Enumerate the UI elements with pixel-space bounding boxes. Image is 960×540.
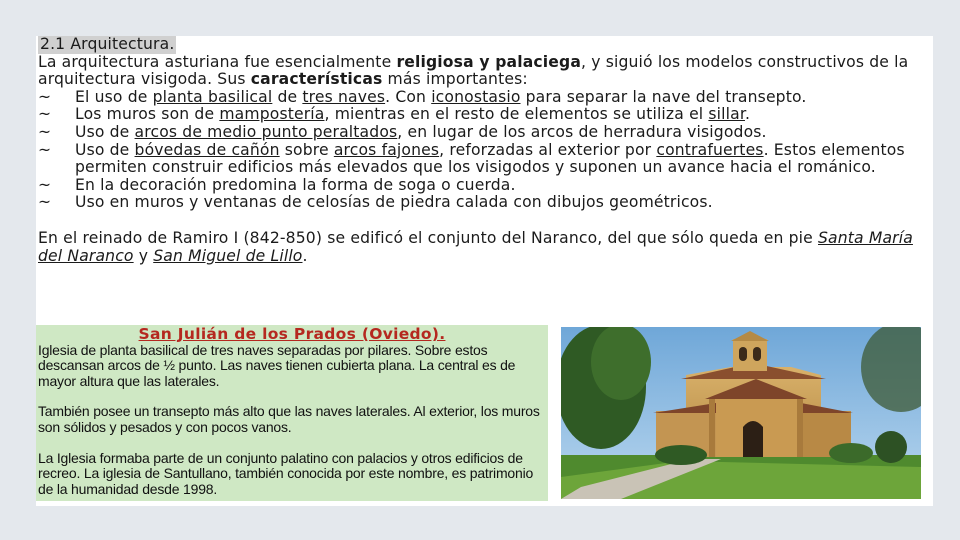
list-item <box>38 124 918 142</box>
tilde-bullet-icon: ~ <box>38 105 52 124</box>
section-heading: 2.1 Arquitectura. <box>40 35 175 53</box>
item-text: Uso de <box>75 122 135 141</box>
tilde-bullet-icon: ~ <box>38 140 52 159</box>
info-box-san-julian <box>36 325 548 501</box>
underlined-term: bóvedas de cañón <box>134 140 280 159</box>
intro-text-1: La arquitectura asturiana fue esencialmente <box>38 52 397 71</box>
reign-paragraph <box>38 230 918 265</box>
box-paragraph-1: Iglesia de planta basilical de tres naves separadas por pilares. Sobre estos descansan arcos de ½ punto. Las naves tienen cubierta plana. La central es de mayor altura que las laterales. <box>38 341 516 389</box>
item-text: de <box>272 87 303 106</box>
item-text: para separar la nave del transepto. <box>520 87 807 106</box>
item-text: Los muros son de <box>75 105 220 124</box>
link-san-miguel-de-lillo[interactable]: San Miguel de Lillo <box>153 246 303 265</box>
tilde-bullet-icon: ~ <box>38 122 52 141</box>
reign-text: y <box>133 246 154 265</box>
link-santa-maria-del-naranco[interactable]: Santa María del Naranco <box>38 228 913 265</box>
church-photo <box>561 327 921 499</box>
list-item <box>38 106 918 124</box>
item-text: Uso en muros y ventanas de celosías de piedra calada con dibujos geométricos. <box>75 193 713 212</box>
underlined-term: arcos fajones <box>333 140 440 159</box>
box-paragraph-3: La Iglesia formaba parte de un conjunto palatino con palacios y otros edificios de recreo. La iglesia de Santullano, también conocida por este nombre, es patrimonio de la humanidad desde 1998. <box>38 449 534 497</box>
item-text: , mientras en el resto de elementos se utiliza el <box>324 105 709 124</box>
box-title: San Julián de los Prados (Oviedo). <box>138 325 446 343</box>
list-item <box>38 177 918 195</box>
underlined-term: arcos de medio punto peraltados <box>134 122 398 141</box>
underlined-term: planta basilical <box>152 87 273 106</box>
underlined-term: iconostasio <box>431 87 521 106</box>
item-text: . <box>744 105 751 124</box>
intro-paragraph <box>38 54 918 89</box>
underlined-term: contrafuertes <box>656 140 764 159</box>
item-text: En la decoración predomina la forma de soga o cuerda. <box>75 175 516 194</box>
item-text: . Estos elementos permiten construir edificios más elevados que los visigodos y suponen un avance hacia el románico. <box>75 140 905 177</box>
tilde-bullet-icon: ~ <box>38 87 52 106</box>
list-item <box>38 194 918 212</box>
church-illustration <box>561 327 921 499</box>
tilde-bullet-icon: ~ <box>38 193 52 212</box>
item-text: El uso de <box>75 87 153 106</box>
document-text <box>38 36 918 265</box>
intro-bold-2: características <box>250 70 383 89</box>
intro-bold-1: religiosa y palaciega <box>396 52 581 71</box>
intro-text-2: , y siguió los modelos constructivos de la arquitectura visigoda. Sus <box>38 52 909 89</box>
list-item <box>38 89 918 107</box>
item-text: , reforzadas al exterior por <box>439 140 657 159</box>
item-text: . Con <box>385 87 432 106</box>
underlined-term: tres naves <box>302 87 386 106</box>
reign-text: En el reinado de Ramiro I (842-850) se edificó el conjunto del Naranco, del que sólo queda en pie <box>38 228 818 247</box>
item-text: sobre <box>279 140 334 159</box>
reign-text: . <box>302 246 308 265</box>
list-item <box>38 142 918 177</box>
intro-text-3: más importantes: <box>382 70 528 89</box>
box-paragraph-2: También posee un transepto más alto que las naves laterales. Al exterior, los muros son sólidos y pesados y con pocos vanos. <box>38 403 540 435</box>
item-text: Uso de <box>75 140 135 159</box>
underlined-term: sillar <box>708 105 745 124</box>
features-list <box>38 89 918 212</box>
tilde-bullet-icon: ~ <box>38 175 52 194</box>
item-text: , en lugar de los arcos de herradura visigodos. <box>397 122 767 141</box>
underlined-term: mampostería <box>219 105 325 124</box>
